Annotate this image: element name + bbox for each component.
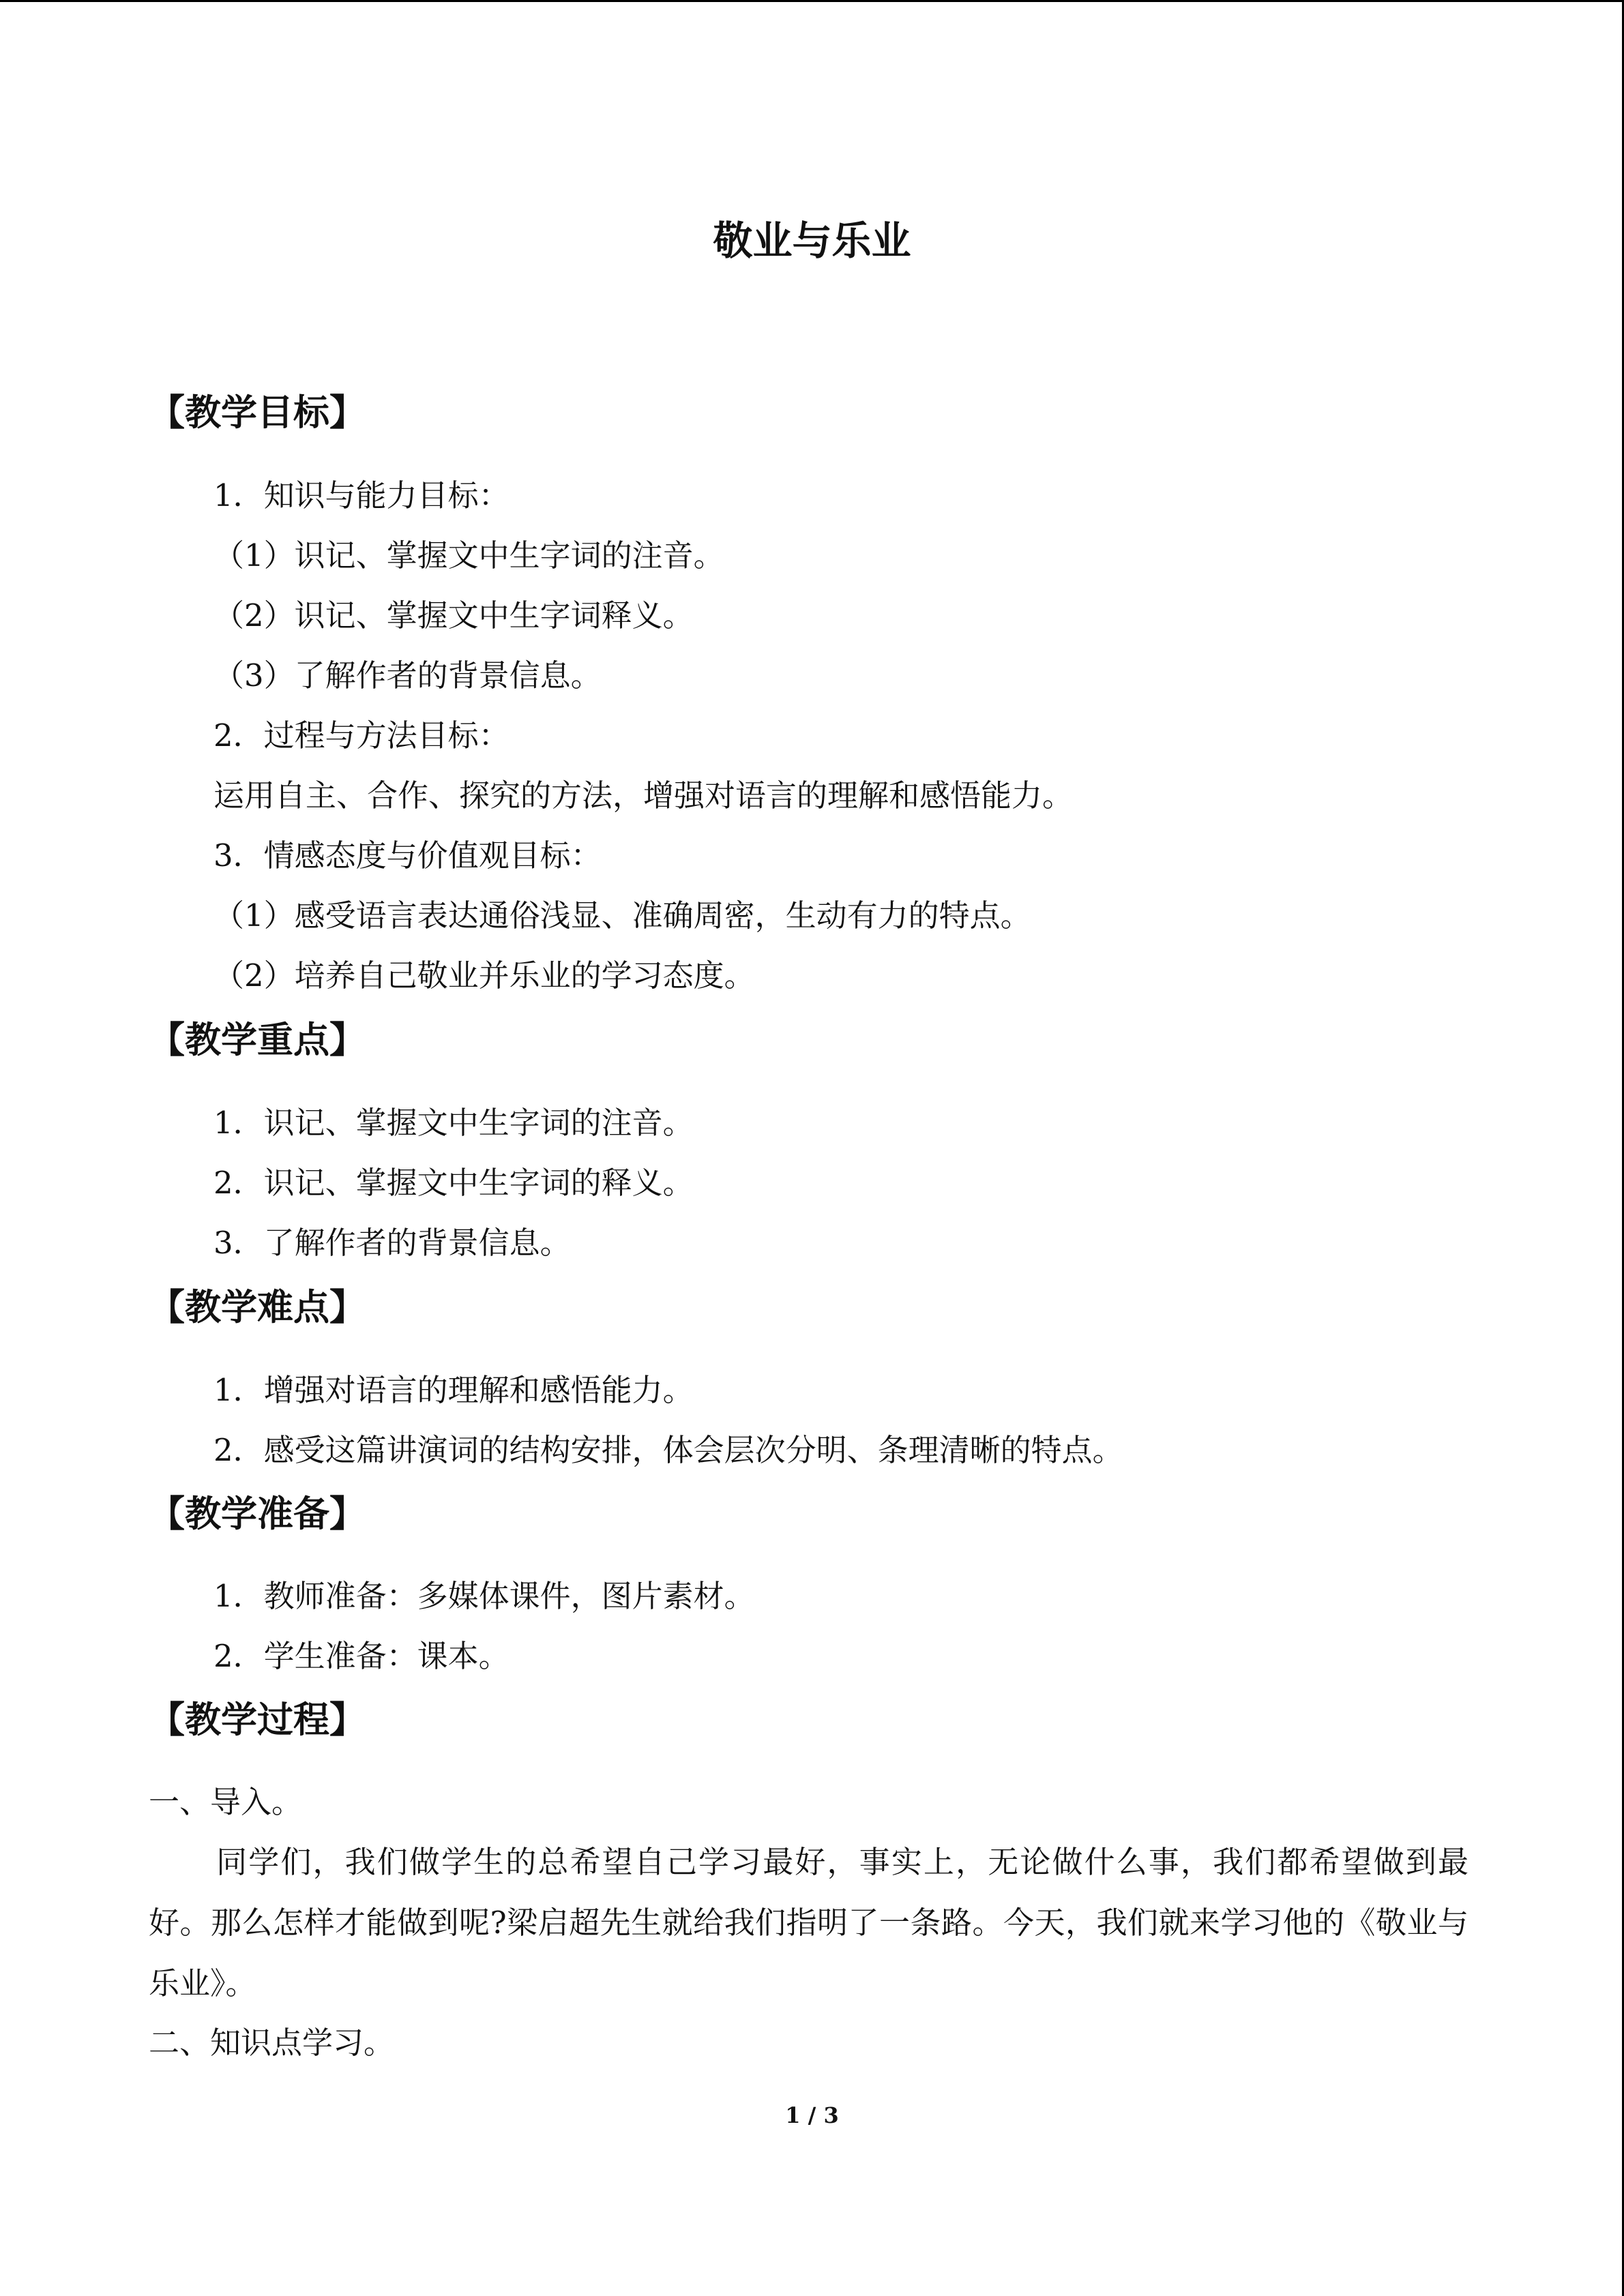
objectives-line: （2）识记、掌握文中生字词释义。 — [213, 597, 694, 633]
objectives-line: （1）识记、掌握文中生字词的注音。 — [213, 537, 724, 573]
preparation-line: 1．教师准备：多媒体课件，图片素材。 — [213, 1578, 755, 1614]
section-heading-preparation: 【教学准备】 — [149, 1493, 366, 1535]
objectives-line: （3）了解作者的背景信息。 — [213, 657, 602, 694]
objectives-line: 1．知识与能力目标： — [213, 477, 510, 513]
key-points-line: 1．识记、掌握文中生字词的注音。 — [213, 1105, 694, 1141]
section-heading-key-points: 【教学重点】 — [149, 1019, 366, 1061]
section-heading-objectives: 【教学目标】 — [149, 391, 366, 434]
document-title: 敬业与乐业 — [713, 218, 911, 264]
difficulties-line: 2．感受这篇讲演词的结构安排，体会层次分明、条理清晰的特点。 — [213, 1432, 1123, 1468]
difficulties-line: 1．增强对语言的理解和感悟能力。 — [213, 1372, 694, 1408]
section-heading-difficulties: 【教学难点】 — [149, 1286, 366, 1328]
objectives-line: （2）培养自己敬业并乐业的学习态度。 — [213, 957, 755, 994]
objectives-line: （1）感受语言表达通俗浅显、准确周密，生动有力的特点。 — [213, 897, 1031, 934]
objectives-line: 3．情感态度与价值观目标： — [213, 837, 602, 874]
process-step-knowledge: 二、知识点学习。 — [149, 2025, 395, 2061]
objectives-line: 2．过程与方法目标： — [213, 717, 510, 754]
section-heading-process: 【教学过程】 — [149, 1699, 366, 1741]
objectives-line: 运用自主、合作、探究的方法，增强对语言的理解和感悟能力。 — [213, 777, 1074, 814]
preparation-line: 2．学生准备：课本。 — [213, 1638, 510, 1674]
intro-paragraph — [149, 1832, 1468, 2014]
process-step-intro: 一、导入。 — [149, 1784, 303, 1820]
key-points-line: 2．识记、掌握文中生字词的释义。 — [213, 1165, 694, 1201]
intro-paragraph-text: 同学们，我们做学生的总希望自己学习最好，事实上，无论做什么事，我们都希望做到最好。那么怎样才能做到呢?梁启超先生就给我们指明了一条路。今天，我们就来学习他的《敬业与乐业》。 — [149, 1844, 1468, 2001]
key-points-line: 3．了解作者的背景信息。 — [213, 1225, 571, 1261]
page-number: 1 / 3 — [785, 2102, 839, 2128]
